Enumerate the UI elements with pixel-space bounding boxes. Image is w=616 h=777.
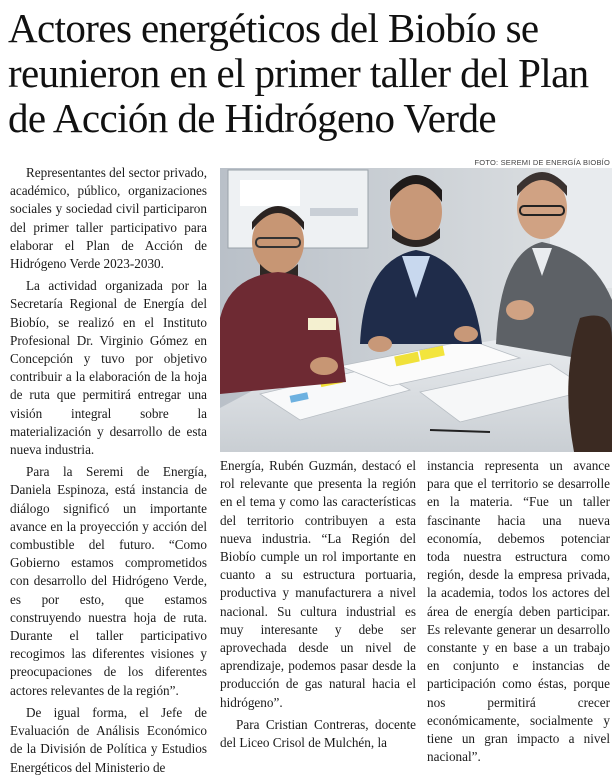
article-column-1 bbox=[10, 164, 207, 777]
workshop-photo bbox=[220, 168, 612, 452]
paragraph: Energía, Rubén Guzmán, destacó el rol relevante que presenta la región en el tema y como las características del territorio contribuyen a esta nueva industria. “La Región del Biobío cumple un rol importante en cuanto a su estructura portuaria, productiva y manufacturera a nivel nacional. Su cultura industrial es muy interesante y debe ser aprovechada desde un nivel de aprendizaje, podemos pasar desde la producción de gas natural hacia el hidrógeno”. bbox=[220, 458, 416, 710]
paragraph: De igual forma, el Jefe de Evaluación de Análisis Económico de la División de Política y Estudios Energéticos del Ministerio de bbox=[10, 704, 207, 775]
article-column-3 bbox=[427, 457, 610, 766]
headline: Actores energéticos del Biobío se reunieron en el primer taller del Plan de Acción de Hidrógeno Verde bbox=[8, 5, 589, 141]
paragraph: instancia representa un avance para que el territorio se desarrolle en la materia. “Fue un taller fascinante hacia una nueva economía, debemos potenciar toda nuestra estructura como región, desde la empresa privada, la academia, todos los actores del área de energía deben participar. Es relevante generar un desarrollo constante y en base a un trabajo en conjunto e instancias de participación como éstas, porque nos permitirá crecer económicamente, socialmente y tiene un gran impacto a nivel nacional”. bbox=[427, 458, 610, 765]
paragraph: Para Cristian Contreras, docente del Liceo Crisol de Mulchén, la bbox=[220, 716, 416, 751]
paragraph: Representantes del sector privado, académico, público, organizaciones sociales y sociedad civil participaron del primer taller participativo para elaborar el Plan de Acción de Hidrógeno Verde 2023-2030. bbox=[10, 165, 207, 272]
paragraph: La actividad organizada por la Secretaría Regional de Energía del Biobío, se realizó en el Instituto Profesional Dr. Virginio Gómez en Concepción y tuvo por objetivo contribuir a la elaboración de la hoja de ruta que permitirá entregar una visión integral sobre la materialización y desarrollo de esta nueva industria. bbox=[10, 278, 207, 458]
article-column-2 bbox=[220, 457, 416, 752]
photo-credit: FOTO: SEREMI DE ENERGÍA BIOBÍO bbox=[474, 158, 610, 167]
paragraph: Para la Seremi de Energía, Daniela Espinoza, está instancia de diálogo significó un importante avance en la proyección y acción del combustible del futuro. “Como Gobierno estamos comprometidos con desarrollo del Hidrógeno Verde, es por esto, que estamos construyendo nuestra hoja de ruta. Durante el taller participativo recogimos las diferentes visiones y preocupaciones de los diferentes actores relevantes de la región”. bbox=[10, 464, 207, 698]
